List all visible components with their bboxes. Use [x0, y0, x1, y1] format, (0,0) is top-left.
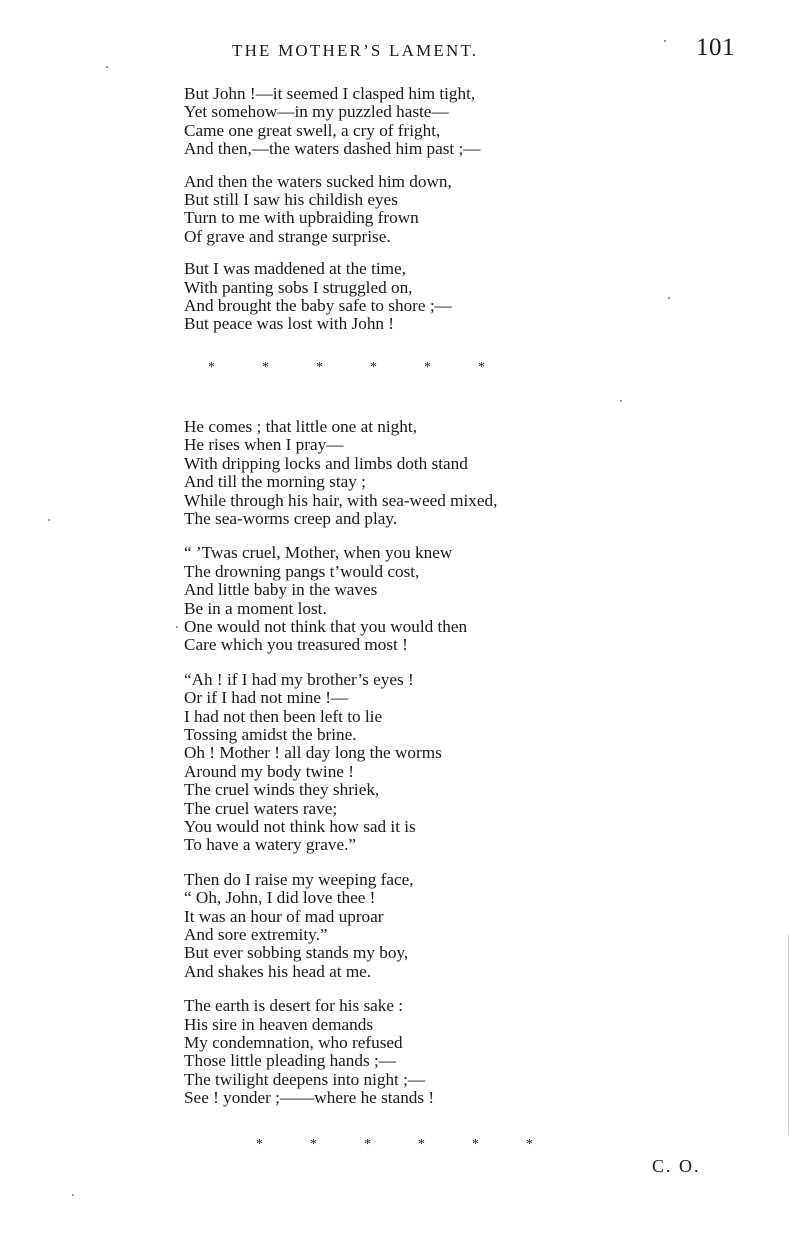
poem-line: With panting sobs I struggled on, [184, 277, 413, 297]
poem-line: And till the morning stay ; [184, 472, 366, 492]
poem-line: Be in a moment lost. [184, 598, 327, 618]
poem-body [184, 85, 704, 1108]
divider-star: * [472, 1137, 479, 1152]
closing-divider [0, 1135, 805, 1155]
poem-line: But ever sobbing stands my boy, [184, 943, 409, 963]
divider-star: * [418, 1137, 425, 1152]
poem-line: Yet somehow—in my puzzled haste— [184, 102, 449, 122]
poem-line: Of grave and strange surprise. [184, 226, 391, 246]
poem-line: The twilight deepens into night ;— [184, 1069, 426, 1089]
section-divider [0, 358, 805, 378]
poem-line: The earth is desert for his sake : [184, 996, 404, 1016]
poem-line: While through his hair, with sea-weed mixed, [184, 490, 498, 510]
poem-line: I had not then been left to lie [184, 706, 383, 726]
poem-line: You would not think how sad it is [184, 817, 416, 836]
stanza [184, 671, 704, 855]
stanza [184, 997, 704, 1107]
poem-line: And shakes his head at me. [184, 961, 372, 981]
print-speck [664, 40, 666, 42]
poem-line: But I was maddened at the time, [184, 259, 406, 279]
stanza [184, 871, 704, 981]
poem-line: And then,—the waters dashed him past ;— [184, 139, 481, 159]
divider-star: * [364, 1137, 371, 1152]
poem-line: The cruel winds they shriek, [184, 780, 380, 800]
divider-star: * [526, 1137, 533, 1152]
stanza [184, 85, 704, 159]
poem-line: With dripping locks and limbs doth stand [184, 453, 468, 473]
stanza [184, 418, 704, 528]
poem-line: Care which you treasured most ! [184, 635, 408, 655]
author-signature: C. O. [652, 1156, 701, 1176]
poem-line: Tossing amidst the brine. [184, 724, 357, 744]
running-title: THE MOTHER’S LAMENT. [232, 41, 479, 60]
print-speck [176, 626, 178, 628]
poem-line: My condemnation, who refused [184, 1033, 403, 1053]
poem-line: His sire in heaven demands [184, 1014, 374, 1034]
poem-line: Around my body twine ! [184, 761, 354, 781]
stanza [184, 260, 704, 334]
poem-line: He comes ; that little one at night, [184, 416, 417, 436]
poem-line: To have a watery grave.” [184, 835, 357, 855]
print-speck [48, 519, 50, 521]
poem-line: But still I saw his childish eyes [184, 190, 398, 210]
poem-line: See ! yonder ;——where he stands ! [184, 1088, 435, 1108]
divider-star: * [370, 360, 377, 375]
poem-line: And sore extremity.” [184, 925, 328, 945]
page-number: 101 [696, 34, 735, 61]
poem-line: “ ’Twas cruel, Mother, when you knew [184, 543, 453, 563]
divider-star: * [310, 1137, 317, 1152]
poem-line: The drowning pangs t’would cost, [184, 561, 420, 581]
divider-star: * [256, 1137, 263, 1152]
poem-line: But peace was lost with John ! [184, 314, 395, 334]
print-speck [72, 1194, 74, 1196]
poem-line: “ Oh, John, I did love thee ! [184, 888, 376, 908]
divider-star: * [262, 360, 269, 375]
poem-line: Turn to me with upbraiding frown [184, 208, 419, 228]
poem-line: Then do I raise my weeping face, [184, 869, 414, 889]
page-header [0, 34, 805, 68]
print-speck [106, 66, 108, 68]
print-speck [668, 297, 670, 299]
poem-line: “Ah ! if I had my brother’s eyes ! [184, 669, 414, 689]
stanza [184, 173, 704, 247]
print-speck [620, 400, 622, 402]
divider-star: * [424, 360, 431, 375]
poem-line: And then the waters sucked him down, [184, 171, 452, 191]
poem-line: He rises when I pray— [184, 435, 344, 455]
poem-line: The sea-worms creep and play. [184, 508, 398, 528]
poem-line: It was an hour of mad uproar [184, 906, 384, 926]
poem-line: One would not think that you would then [184, 616, 468, 636]
poem-line: And brought the baby safe to shore ;— [184, 296, 452, 316]
poem-line: But John !—it seemed I clasped him tight, [184, 84, 476, 103]
poem-line: Came one great swell, a cry of fright, [184, 120, 441, 140]
poem-line: And little baby in the waves [184, 580, 378, 600]
poem-line: Oh ! Mother ! all day long the worms [184, 743, 442, 763]
page-edge-shadow [788, 935, 789, 1135]
divider-star: * [478, 360, 485, 375]
poem-line: The cruel waters rave; [184, 798, 338, 818]
divider-star: * [208, 360, 215, 375]
stanza [184, 544, 704, 654]
poem-line: Or if I had not mine !— [184, 688, 349, 708]
poem-line: Those little pleading hands ;— [184, 1051, 396, 1071]
divider-star: * [316, 360, 323, 375]
